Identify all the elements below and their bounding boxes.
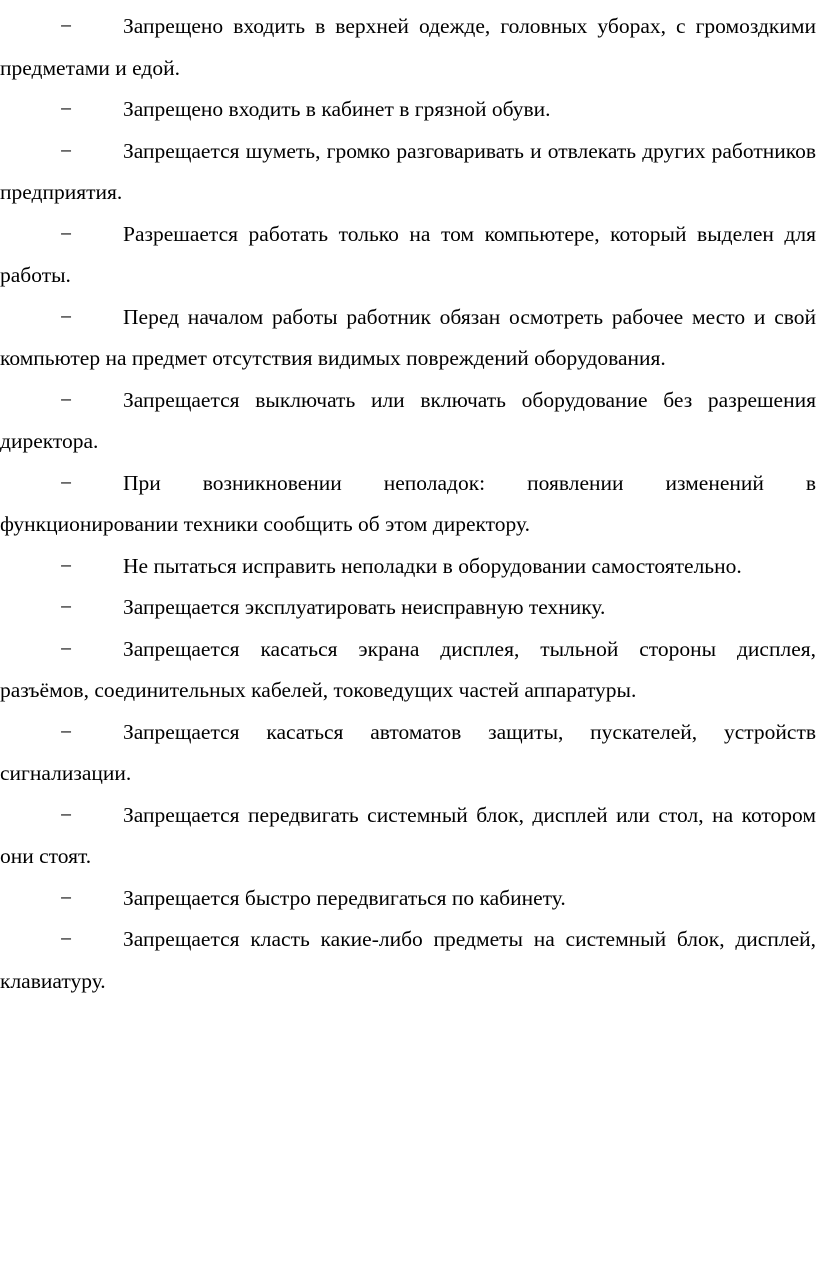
rule-item-4 bbox=[0, 214, 816, 297]
rule-text: Запрещается эксплуатировать неисправную технику. bbox=[123, 595, 606, 619]
rule-text: Запрещается касаться автоматов защиты, пускателей, устройств сигнализации. bbox=[0, 719, 816, 785]
dash-bullet: − bbox=[60, 885, 73, 910]
rule-text: Запрещается быстро передвигаться по кабинету. bbox=[123, 885, 566, 910]
rule-item-12 bbox=[0, 795, 816, 878]
rule-text: Запрещено входить в верхней одежде, головных уборах, с громоздкими предметами и едой. bbox=[0, 14, 816, 80]
rule-text: Запрещается класть какие-либо предметы на системный блок, дисплей, клавиатуру. bbox=[0, 927, 816, 993]
rule-text: Не пытаться исправить неполадки в оборудовании самостоятельно. bbox=[123, 553, 742, 578]
rule-item-14 bbox=[0, 919, 816, 1002]
dash-bullet: − bbox=[60, 387, 73, 412]
dash-bullet: − bbox=[60, 927, 73, 951]
rule-item-6 bbox=[0, 380, 816, 463]
rule-item-11 bbox=[0, 712, 816, 795]
dash-bullet: − bbox=[60, 636, 73, 661]
rule-text: Запрещается выключать или включать оборудование без разрешения директора. bbox=[0, 387, 816, 453]
rule-text: Запрещается передвигать системный блок, дисплей или стол, на котором они стоят. bbox=[0, 802, 816, 868]
rule-item-7 bbox=[0, 463, 816, 546]
dash-bullet: − bbox=[60, 553, 73, 578]
dash-bullet: − bbox=[60, 138, 73, 163]
rule-item-8 bbox=[0, 546, 816, 588]
rule-text: При возникновении неполадок: появлении изменений в функционировании техники сообщить об этом директору. bbox=[0, 470, 816, 536]
rule-text: Запрещается касаться экрана дисплея, тыльной стороны дисплея, разъёмов, соединительных кабелей, токоведущих частей аппаратуры. bbox=[0, 636, 816, 702]
dash-bullet: − bbox=[60, 802, 73, 827]
rule-item-9 bbox=[0, 587, 816, 629]
rule-item-5 bbox=[0, 297, 816, 380]
rule-text: Запрещается шуметь, громко разговаривать и отвлекать других работников предприятия. bbox=[0, 138, 816, 204]
rule-text: Перед началом работы работник обязан осмотреть рабочее место и свой компьютер на предмет отсутствия видимых повреждений оборудования. bbox=[0, 304, 816, 370]
rule-item-13 bbox=[0, 878, 816, 920]
document-page bbox=[0, 6, 816, 1002]
dash-bullet: − bbox=[60, 97, 73, 121]
dash-bullet: − bbox=[60, 470, 73, 495]
dash-bullet: − bbox=[60, 719, 73, 744]
dash-bullet: − bbox=[60, 595, 73, 619]
rule-item-2 bbox=[0, 89, 816, 131]
rule-text: Разрешается работать только на том компьютере, который выделен для работы. bbox=[0, 221, 816, 287]
rule-text: Запрещено входить в кабинет в грязной обуви. bbox=[123, 97, 551, 121]
dash-bullet: − bbox=[60, 221, 73, 246]
rule-item-3 bbox=[0, 131, 816, 214]
rule-item-10 bbox=[0, 629, 816, 712]
rule-item-1 bbox=[0, 6, 816, 89]
dash-bullet: − bbox=[60, 14, 73, 38]
dash-bullet: − bbox=[60, 304, 73, 329]
